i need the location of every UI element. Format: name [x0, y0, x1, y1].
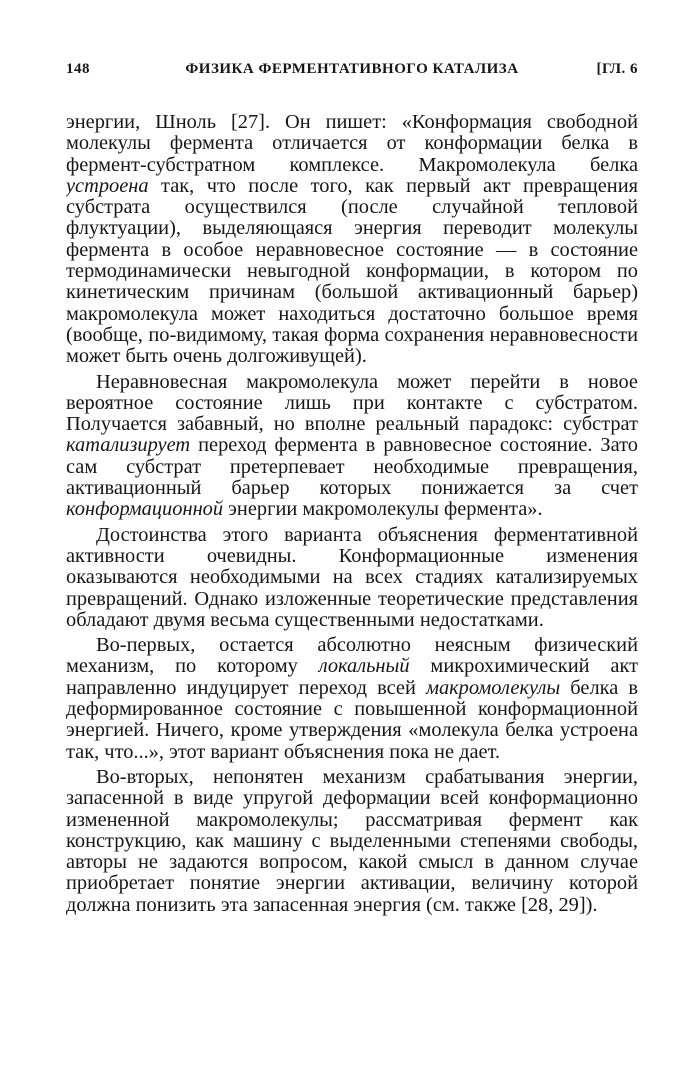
paragraph-5: Во-вторых, непонятен механизм срабатывания энергии, запасенной в виде упругой деформации всей конформационно измененной макромолекулы; рассматривая фермент как конструкцию, как машину с выделенными степенями свободы, авторы не задаются вопросом, какой смысл в данном случае приобретает понятие энергии активации, величину которой должна понизить эта запасенная энергия (см. также [28, 29]).	[66, 765, 638, 916]
paragraph-1: энергии, Шноль [27]. Он пишет: «Конформация свободной молекулы фермента отличается от конформации белка в фермент-субстратном комплексе. Макромолекула белка устроена так, что после того, как первый акт превращения субстрата осуществился (после случайной тепловой флуктуации), выделяющаяся энергия переводит молекулы фермента в особое неравновесное состояние — в состояние термодинамически невыгодной конформации, в котором по кинетическим причинам (большой активационный барьер) макромолекула может находиться достаточно большое время (вообще, по-видимому, такая форма сохранения неравновесности может быть очень долгоживущей).	[66, 111, 638, 368]
emphasis: устроена	[66, 174, 149, 197]
emphasis: локальный	[318, 655, 410, 678]
running-header	[66, 56, 638, 82]
emphasis: конформационной	[66, 498, 224, 521]
page-number: 148	[66, 61, 90, 77]
running-title: ФИЗИКА ФЕРМЕНТАТИВНОГО КАТАЛИЗА	[185, 61, 519, 77]
book-page	[66, 56, 638, 1046]
emphasis: макромолекулы	[425, 676, 561, 699]
paragraph-3: Достоинства этого варианта объяснения ферментативной активности очевидны. Конформационные изменения оказываются необходимыми на всех стадиях катализируемых превращений. Однако изложенные теоретические представления обладают двумя весьма существенными недостатками.	[66, 523, 638, 631]
chapter-marker: [ГЛ. 6	[596, 61, 638, 77]
paragraph-2: Неравновесная макромолекула может перейти в новое вероятное состояние лишь при контакте с субстратом. Получается забавный, но вполне реальный парадокс: субстрат катализирует переход фермента в равновесное состояние. Зато сам субстрат претерпевает необходимые превращения, активационный барьер которых понижается за счет конформационной энергии макромолекулы фермента».	[66, 370, 638, 521]
body-text	[66, 112, 638, 916]
emphasis: катализирует	[66, 434, 191, 457]
paragraph-4: Во-первых, остается абсолютно неясным физический механизм, по которому локальный микрохимический акт направленно индуцирует переход всей макромолекулы белка в деформированное состояние с повышенной конформационной энергией. Ничего, кроме утверждения «молекула белка устроена так, что...», этот вариант объяснения пока не дает.	[66, 634, 638, 763]
